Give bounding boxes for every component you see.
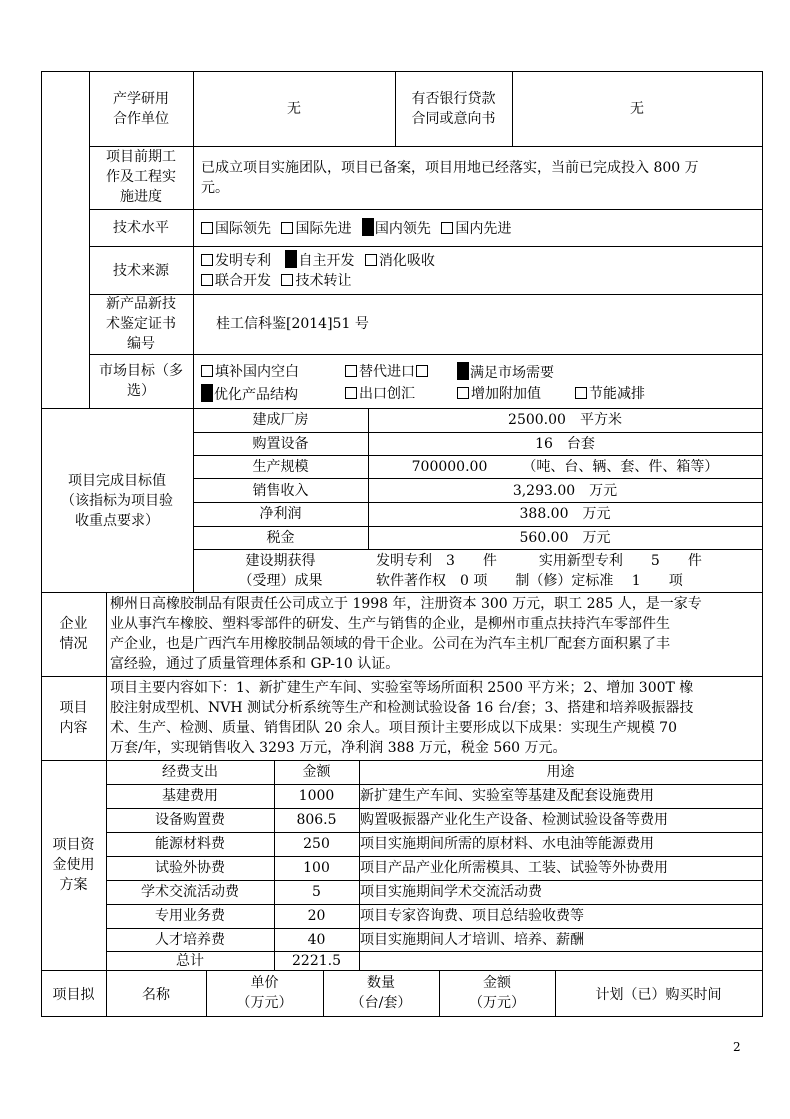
checkbox-empty-icon [416, 365, 428, 377]
row-divider [106, 928, 763, 929]
checkbox-checked-icon [285, 250, 297, 268]
content-text: 项目主要内容如下：1、新扩建生产车间、实验室等场所面积 2500 平方米；2、增加 300T 橡 胶注射成型机、NVH 测试分析系统等生产和检测试验设备 16 台/套；3、搭建和培养吸振器技 术、生产、检测、质量、销售团队 20 余人。项目预计主要形成以下成果：实现生产规模 70 万套/年，实现销售收入 3293 万元，净利润 388 万元，税金 560 万元。 [110, 680, 694, 756]
funds-use: 项目产品产业化所需模具、工装、试验等外协费用 [360, 860, 668, 876]
row-divider [89, 246, 763, 247]
funds-item: 设备购置费 [155, 812, 225, 828]
row-divider [41, 676, 763, 677]
checkbox-empty-icon [201, 254, 213, 266]
tech-level-option: 国内先进 [441, 221, 511, 237]
market-option: 替代进口 [345, 362, 430, 382]
funds-total-label: 总计 [176, 953, 204, 969]
row-divider [89, 354, 763, 355]
funds-item: 基建费用 [162, 788, 218, 804]
checkbox-empty-icon [345, 387, 357, 399]
purchase-header-name: 名称 [142, 987, 170, 1003]
progress-label: 项目前期工 作及工程实 施进度 [106, 149, 176, 205]
funds-item: 试验外协费 [155, 860, 225, 876]
target-name: 建成厂房 [252, 412, 309, 428]
funds-use: 购置吸振器产业化生产设备、检测试验设备等费用 [360, 812, 668, 828]
checkbox-empty-icon [201, 274, 213, 286]
target-value: 2500.00 平方米 [508, 412, 622, 428]
tech-source-option: 联合开发 [201, 273, 271, 289]
row-divider [193, 526, 763, 527]
tech-level-options [201, 218, 511, 239]
row-divider [89, 209, 763, 210]
purchase-header-qty: 数量 （台/套） [350, 975, 412, 1011]
row-divider [106, 880, 763, 881]
target-value: 700000.00 （吨、台、辆、套、件、箱等） [411, 459, 719, 475]
page-number: 2 [733, 1040, 741, 1054]
market-option: 优化产品结构 [201, 384, 298, 405]
row-divider [193, 502, 763, 503]
row-divider [106, 784, 763, 785]
checkbox-empty-icon [201, 222, 213, 234]
row-divider [193, 478, 763, 479]
tech-level-option: 国际先进 [281, 221, 351, 237]
purchase-header-time: 计划（已）购买时间 [595, 987, 722, 1003]
tech-source-label: 技术来源 [113, 263, 169, 279]
purchase-header-price: 单价 （万元） [236, 975, 293, 1011]
row-divider [193, 455, 763, 456]
funds-amount: 1000 [298, 788, 335, 804]
funds-use: 项目专家咨询费、项目总结验收费等 [360, 908, 584, 924]
funds-use: 项目实施期间所需的原材料、水电油等能源费用 [360, 836, 654, 852]
target-value: 3,293.00 万元 [512, 483, 618, 499]
table-top-border [41, 71, 763, 72]
content-label: 项目 内容 [59, 700, 88, 736]
company-label: 企业 情况 [59, 616, 88, 652]
market-option: 增加附加值 [457, 384, 541, 404]
achievements-value: 发明专利 3 件 实用新型专利 5 件 软件著作权 0 项 制（修）定标准 1 项 [376, 553, 702, 589]
table-bottom-border [41, 1016, 763, 1017]
target-value: 388.00 万元 [519, 506, 611, 522]
purchase-label: 项目拟 [52, 987, 95, 1003]
cert-label: 新产品新技 术鉴定证书 编号 [106, 296, 176, 352]
target-name: 税金 [266, 530, 295, 546]
funds-header-item: 经费支出 [162, 764, 218, 780]
checkbox-checked-icon [457, 362, 469, 380]
tech-source-options [201, 250, 435, 291]
market-option: 节能减排 [575, 384, 645, 404]
loan-value: 无 [630, 101, 644, 117]
tech-level-option: 国内领先 [362, 221, 431, 237]
funds-label: 项目资 金使用 方案 [52, 837, 95, 893]
tech-source-option: 技术转让 [281, 273, 351, 289]
checkbox-empty-icon [201, 365, 213, 377]
target-value: 560.00 万元 [519, 530, 611, 546]
tech-source-option: 发明专利 [201, 253, 271, 269]
checkbox-checked-icon [362, 218, 374, 236]
row-divider [106, 904, 763, 905]
coop-value: 无 [287, 101, 301, 117]
funds-use: 项目实施期间人才培训、培养、薪酬 [360, 932, 584, 948]
checkbox-empty-icon [281, 222, 293, 234]
checkbox-empty-icon [281, 274, 293, 286]
table-right-border [762, 71, 763, 1017]
funds-amount: 806.5 [296, 812, 337, 828]
row-divider [193, 549, 763, 550]
target-value: 16 台套 [535, 436, 595, 452]
coop-label: 产学研用 合作单位 [113, 91, 169, 127]
market-option: 满足市场需要 [457, 362, 554, 383]
checkbox-empty-icon [345, 365, 357, 377]
row-divider [106, 832, 763, 833]
funds-total-value: 2221.5 [292, 953, 341, 969]
tech-level-label: 技术水平 [113, 220, 169, 236]
row-divider [41, 592, 763, 593]
funds-item: 学术交流活动费 [141, 884, 239, 900]
row-divider [41, 760, 763, 761]
target-name: 生产规模 [252, 459, 309, 475]
progress-text: 已成立项目实施团队，项目已备案，项目用地已经落实，当前已完成投入 800 万 元。 [201, 160, 699, 196]
funds-header-use: 用途 [546, 764, 575, 780]
checkbox-empty-icon [365, 254, 377, 266]
row-divider [41, 408, 763, 409]
funds-amount: 20 [307, 908, 326, 924]
checkbox-empty-icon [575, 387, 587, 399]
funds-amount: 5 [312, 884, 321, 900]
cert-value: 桂工信科鉴[2014]51 号 [216, 316, 369, 332]
funds-item: 能源材料费 [155, 836, 225, 852]
funds-header-amount: 金额 [302, 764, 331, 780]
tech-source-option: 自主开发 [285, 253, 354, 269]
funds-amount: 100 [303, 860, 330, 876]
loan-label: 有否银行贷款 合同或意向书 [411, 91, 496, 127]
funds-use: 新扩建生产车间、实验室等基建及配套设施费用 [360, 788, 654, 804]
target-name: 净利润 [259, 506, 302, 522]
target-name: 购置设备 [252, 436, 309, 452]
purchase-header-amount: 金额 （万元） [469, 975, 525, 1011]
funds-amount: 250 [303, 836, 330, 852]
row-divider [106, 808, 763, 809]
row-divider [106, 856, 763, 857]
funds-item: 人才培养费 [155, 932, 225, 948]
market-option: 填补国内空白 [201, 362, 299, 382]
funds-item: 专用业务费 [155, 908, 225, 924]
achievements-label: 建设期获得 （受理）成果 [238, 553, 323, 589]
market-option: 出口创汇 [345, 384, 415, 404]
targets-label: 项目完成目标值 （该指标为项目验 收重点要求） [61, 473, 173, 529]
tech-source-option: 消化吸收 [365, 253, 435, 269]
checkbox-empty-icon [441, 222, 453, 234]
tech-level-option: 国际领先 [201, 221, 271, 237]
market-label: 市场目标（多 选） [99, 363, 183, 399]
checkbox-empty-icon [457, 387, 469, 399]
row-divider [193, 432, 763, 433]
funds-use: 项目实施期间学术交流活动费 [360, 884, 542, 900]
checkbox-checked-icon [201, 384, 213, 402]
target-name: 销售收入 [252, 483, 309, 499]
funds-amount: 40 [307, 932, 326, 948]
company-text: 柳州日高橡胶制品有限责任公司成立于 1998 年，注册资本 300 万元，职工 285 人，是一家专 业从事汽车橡胶、塑料零部件的研发、生产与销售的企业，是柳州市重点扶持汽车零部件生 产企业，也是广西汽车用橡胶制品领域的骨干企业。公司在为汽车主机厂配套方面积累了丰 富经验，通过了质量管理体系和 GP-10 认证。 [110, 596, 702, 672]
